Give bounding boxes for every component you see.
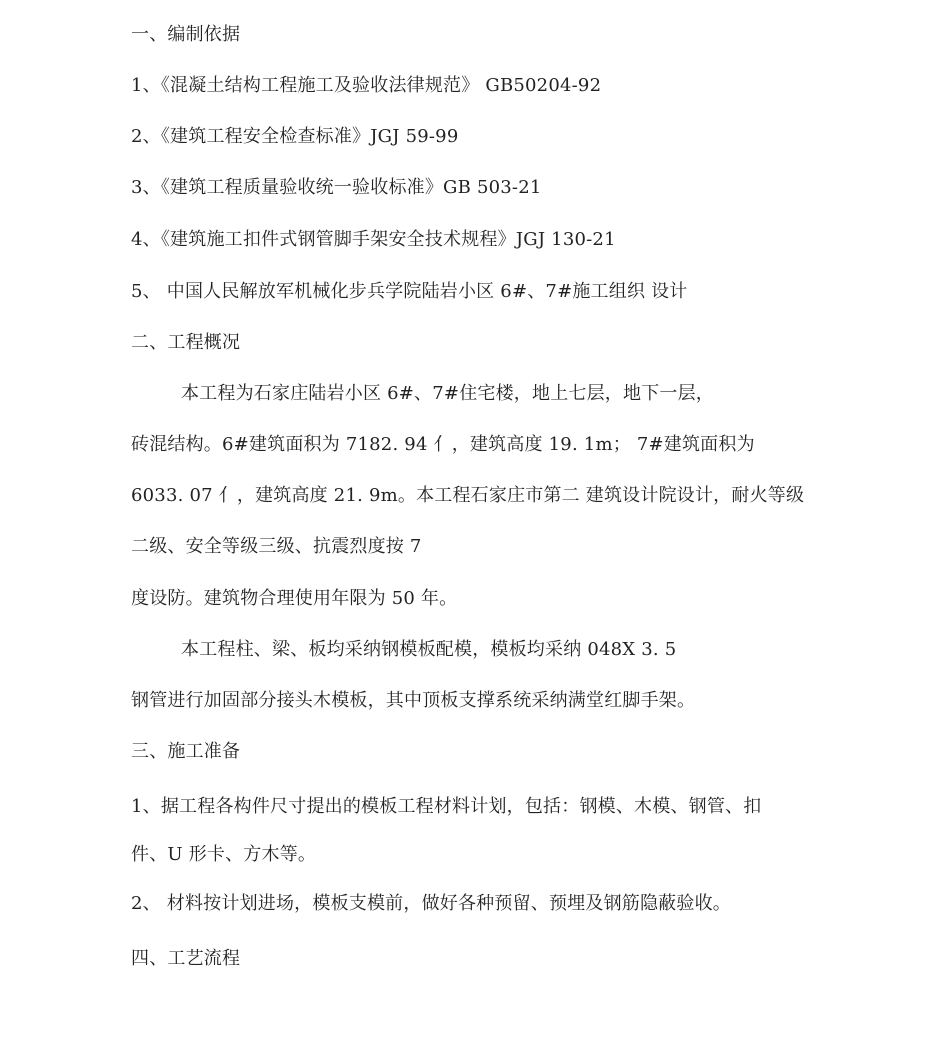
section-heading-basis: 一、编制依据 xyxy=(131,24,241,45)
section-heading-preparation: 三、施工准备 xyxy=(131,741,241,762)
overview-paragraph-line-4: 二级、安全等级三级、抗震烈度按 7 xyxy=(131,536,422,557)
reference-item-2: 2、《建筑工程安全检查标准》JGJ 59-99 xyxy=(131,126,459,147)
reference-item-4: 4、《建筑施工扣件式钢管脚手架安全技术规程》JGJ 130-21 xyxy=(131,229,616,250)
overview-paragraph-line-2: 砖混结构。6#建筑面积为 7182. 94 亻，建筑高度 19. 1m； 7#建筑面积为 xyxy=(131,434,755,455)
section-heading-overview: 二、工程概况 xyxy=(131,332,241,353)
overview-paragraph-line-6: 本工程柱、梁、板均采纳钢模板配模，模板均采纳 048X 3. 5 xyxy=(181,639,677,660)
preparation-item-1-line-2: 件、U 形卡、方木等。 xyxy=(131,844,317,865)
reference-item-3: 3、《建筑工程质量验收统一验收标准》GB 503-21 xyxy=(131,177,542,198)
overview-paragraph-line-5: 度设防。建筑物合理使用年限为 50 年。 xyxy=(131,588,458,609)
section-heading-process: 四、工艺流程 xyxy=(131,948,241,969)
preparation-item-1-line-1: 1、据工程各构件尺寸提出的模板工程材料计划，包括：钢模、木模、钢管、扣 xyxy=(131,796,762,817)
preparation-item-2: 2、 材料按计划进场，模板支模前，做好各种预留、预埋及钢筋隐蔽验收。 xyxy=(131,893,731,914)
reference-item-1: 1、《混凝土结构工程施工及验收法律规范》 GB50204-92 xyxy=(131,75,602,96)
reference-item-5: 5、 中国人民解放军机械化步兵学院陆岩小区 6#、7#施工组织 设计 xyxy=(131,281,688,302)
overview-paragraph-line-3: 6033. 07 亻，建筑高度 21. 9m。本工程石家庄市第二 建筑设计院设计，耐火等级 xyxy=(131,485,805,506)
overview-paragraph-line-7: 钢管进行加固部分接头木模板，其中顶板支撑系统采纳满堂红脚手架。 xyxy=(131,690,696,711)
overview-paragraph-line-1: 本工程为石家庄陆岩小区 6#、7#住宅楼，地上七层，地下一层， xyxy=(181,383,714,404)
